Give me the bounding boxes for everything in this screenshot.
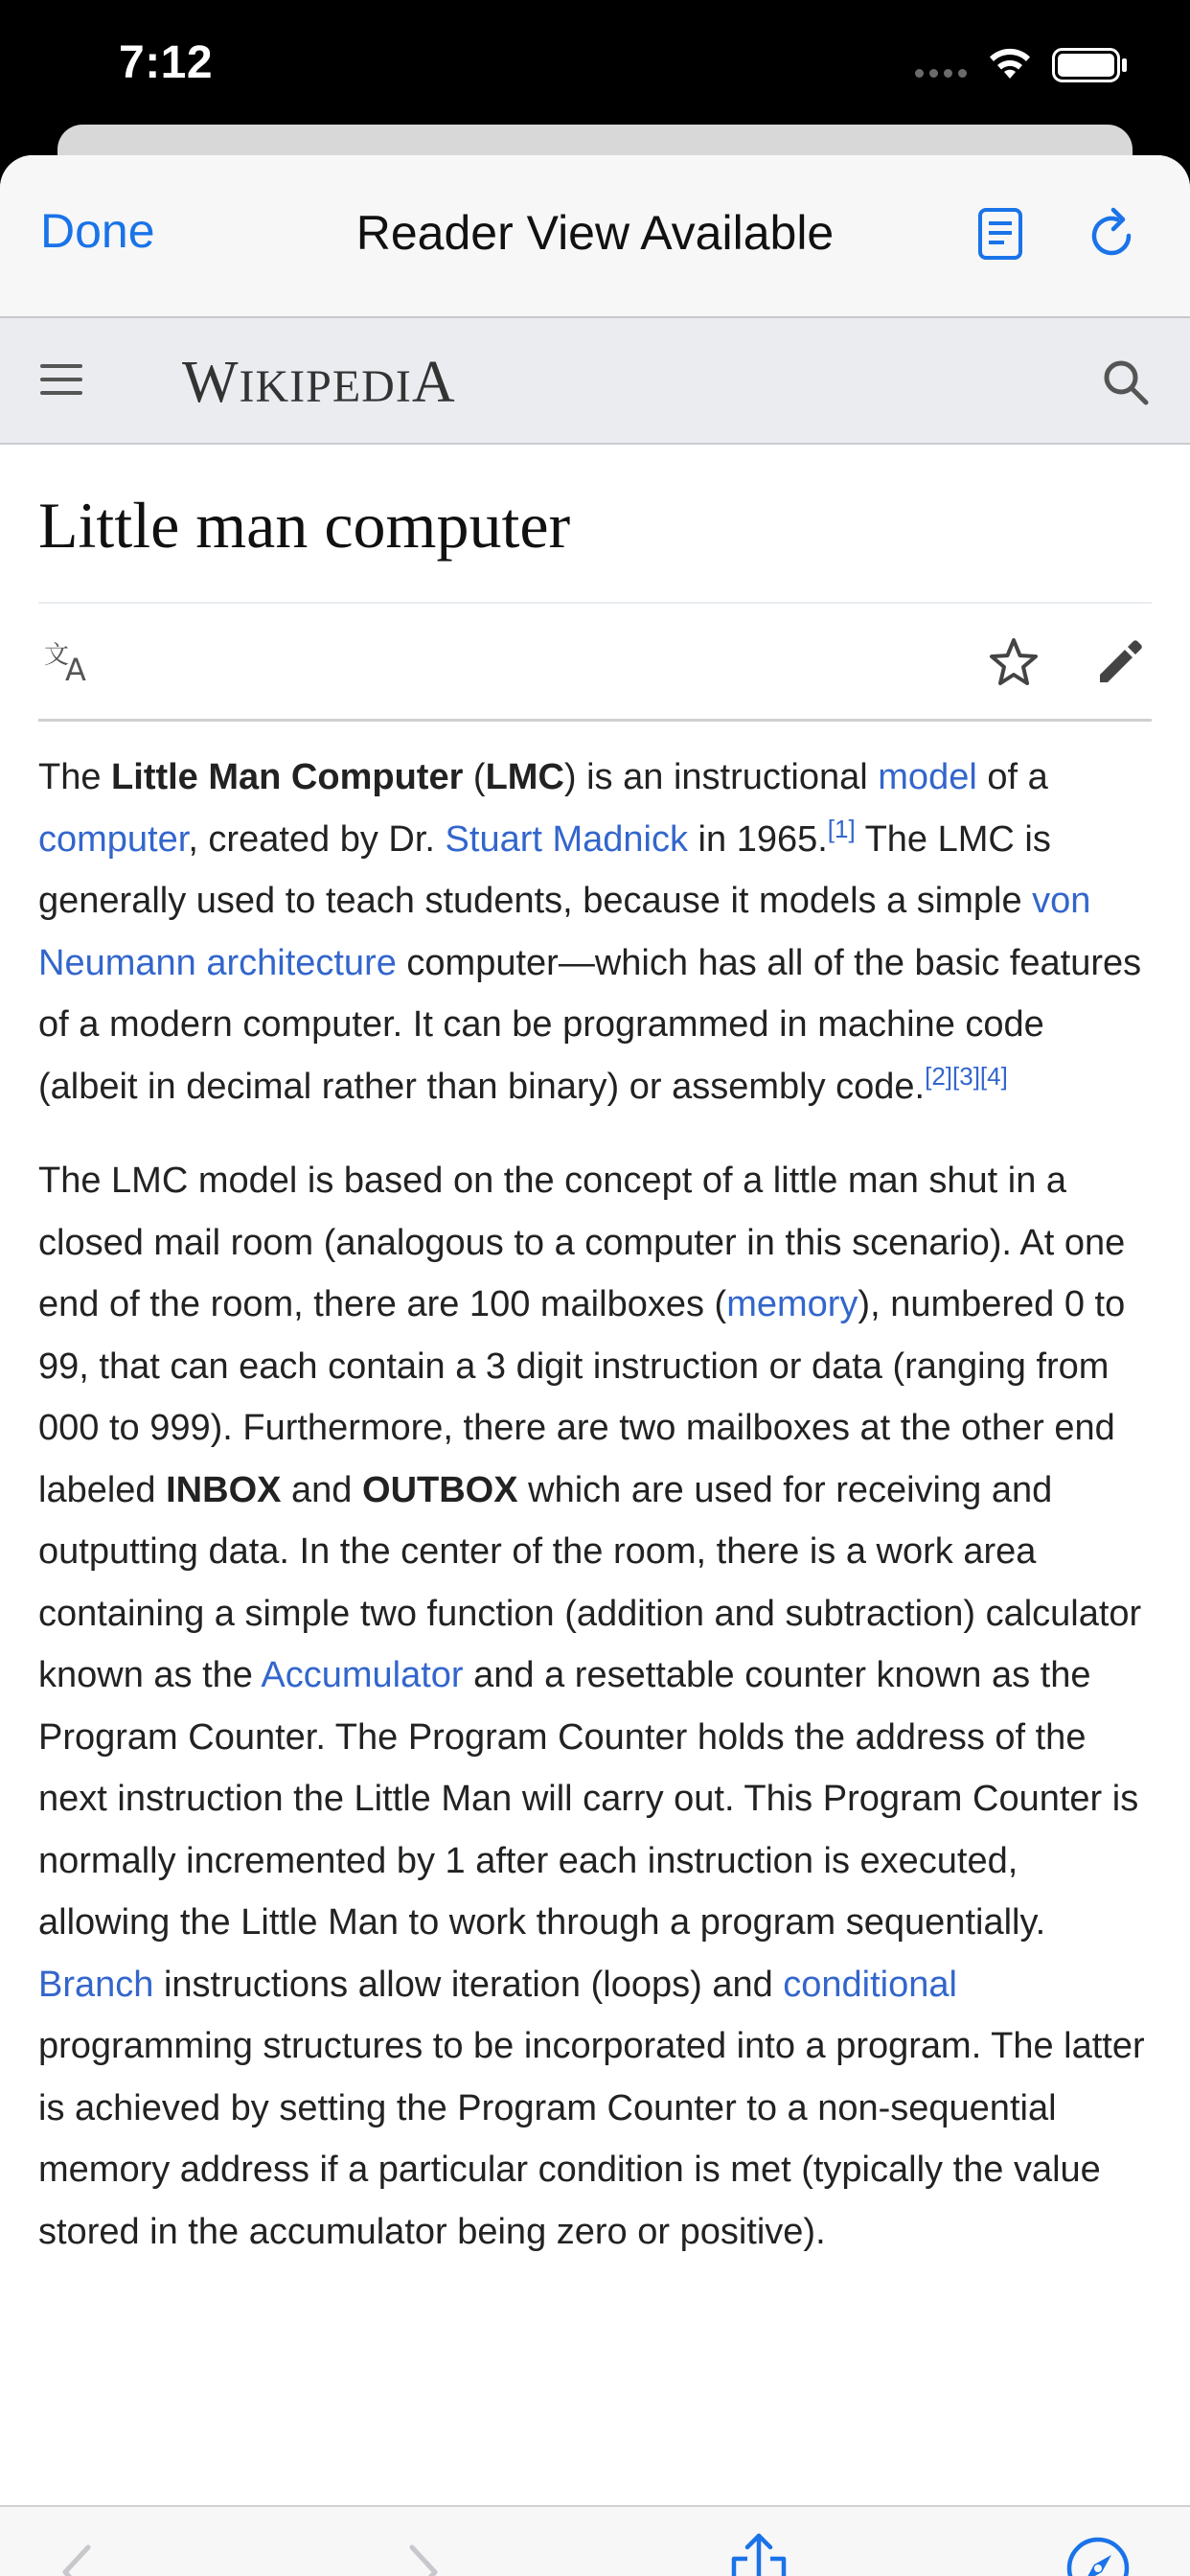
wikipedia-logo[interactable]: WIKIPEDIA (182, 350, 456, 415)
paragraph-text: of a (976, 757, 1048, 797)
article-content (38, 443, 1152, 2263)
article-link[interactable]: Accumulator (261, 1655, 464, 1695)
paragraph-text: The (38, 757, 112, 797)
nav-title: Reader View Available (355, 206, 835, 260)
paragraph-text: ( (463, 757, 486, 797)
paragraph-2 (38, 1150, 1152, 2263)
browser-sheet (0, 155, 1190, 2576)
citation-link[interactable]: [2][3][4] (925, 1061, 1008, 1091)
reader-view-icon[interactable] (977, 207, 1023, 261)
svg-text:A: A (65, 652, 86, 684)
article-link[interactable]: conditional (783, 1964, 957, 2005)
svg-text:文: 文 (44, 641, 70, 670)
share-icon[interactable] (726, 2530, 791, 2576)
bold-text: OUTBOX (362, 1469, 518, 1510)
paragraph-text: in 1965. (688, 818, 828, 860)
paragraph-text: programming structures to be incorporated into a program. The latter is achieved by setting the Program Counter to a non-sequential memory address if a particular condition is met (typically the value stored in the accumulator being zero or positive). (38, 2026, 1145, 2252)
article-link[interactable]: Stuart Madnick (445, 818, 688, 860)
bold-text: Little Man Computer (111, 757, 464, 797)
paragraph-text: and (281, 1469, 363, 1510)
status-bar (0, 0, 1190, 134)
paragraph-1 (38, 747, 1152, 1117)
article-link[interactable]: memory (726, 1284, 858, 1324)
menu-icon[interactable] (38, 360, 84, 399)
done-button[interactable]: Done (40, 204, 155, 258)
wifi-icon (985, 44, 1035, 82)
bold-text: INBOX (166, 1469, 282, 1510)
paragraph-text: which are used for receiving and outputting data. In the center of the room, there is a work area containing a simple two function (addition and subtraction) calculator known as the (38, 1469, 1142, 1695)
paragraph-text: instructions allow iteration (loops) and (153, 1964, 784, 2005)
article-link[interactable]: von Neumann architecture (38, 881, 1091, 983)
navigation-bar (0, 155, 1190, 318)
page-title: Little man computer (38, 489, 571, 562)
forward-icon[interactable] (406, 2543, 441, 2576)
status-time: 7:12 (119, 37, 214, 88)
wikipedia-header (0, 318, 1190, 445)
star-icon[interactable] (987, 636, 1041, 688)
search-icon[interactable] (1100, 356, 1152, 408)
translate-icon[interactable] (44, 638, 98, 684)
paragraph-text: ), numbered 0 to 99, that can each contain a 3 digit instruction or data (ranging from 000 to 999). Furthermore, there are two mailboxes at the other end labeled (38, 1284, 1126, 1510)
battery-icon (1052, 48, 1129, 82)
safari-icon[interactable] (1065, 2536, 1131, 2576)
paragraph-text: computer—which has all of the basic features of a modern computer. It can be programmed in machine code (albeit in decimal rather than binary) or assembly code. (38, 942, 1142, 1107)
citation-link[interactable]: [1] (827, 814, 856, 843)
bottom-toolbar (0, 2505, 1190, 2576)
reload-icon[interactable] (1087, 205, 1140, 263)
article-link[interactable]: computer (38, 818, 189, 860)
bold-text: LMC (485, 757, 564, 797)
back-icon[interactable] (59, 2543, 94, 2576)
paragraph-text: The LMC model is based on the concept of a little man shut in a closed mail room (analogous to a computer in this scenario). At one end of the room, there are 100 mailboxes ( (38, 1161, 1126, 1324)
article-link[interactable]: model (878, 757, 977, 797)
cellular-signal-icon (915, 69, 967, 78)
paragraph-text: The LMC is generally used to teach students, because it models a simple (38, 818, 1051, 921)
article-actions (38, 604, 1152, 722)
paragraph-text: and a resettable counter known as the Program Counter. The Program Counter holds the address of the next instruction the Little Man will carry out. This Program Counter is normally incremented by 1 after each instruction is executed, allowing the Little Man to work through a program sequentially. (38, 1655, 1139, 1943)
article-link[interactable]: Branch (38, 1964, 154, 2005)
edit-icon[interactable] (1094, 636, 1146, 688)
paragraph-text: ) is an instructional (563, 757, 879, 797)
paragraph-text: , created by Dr. (188, 818, 446, 860)
